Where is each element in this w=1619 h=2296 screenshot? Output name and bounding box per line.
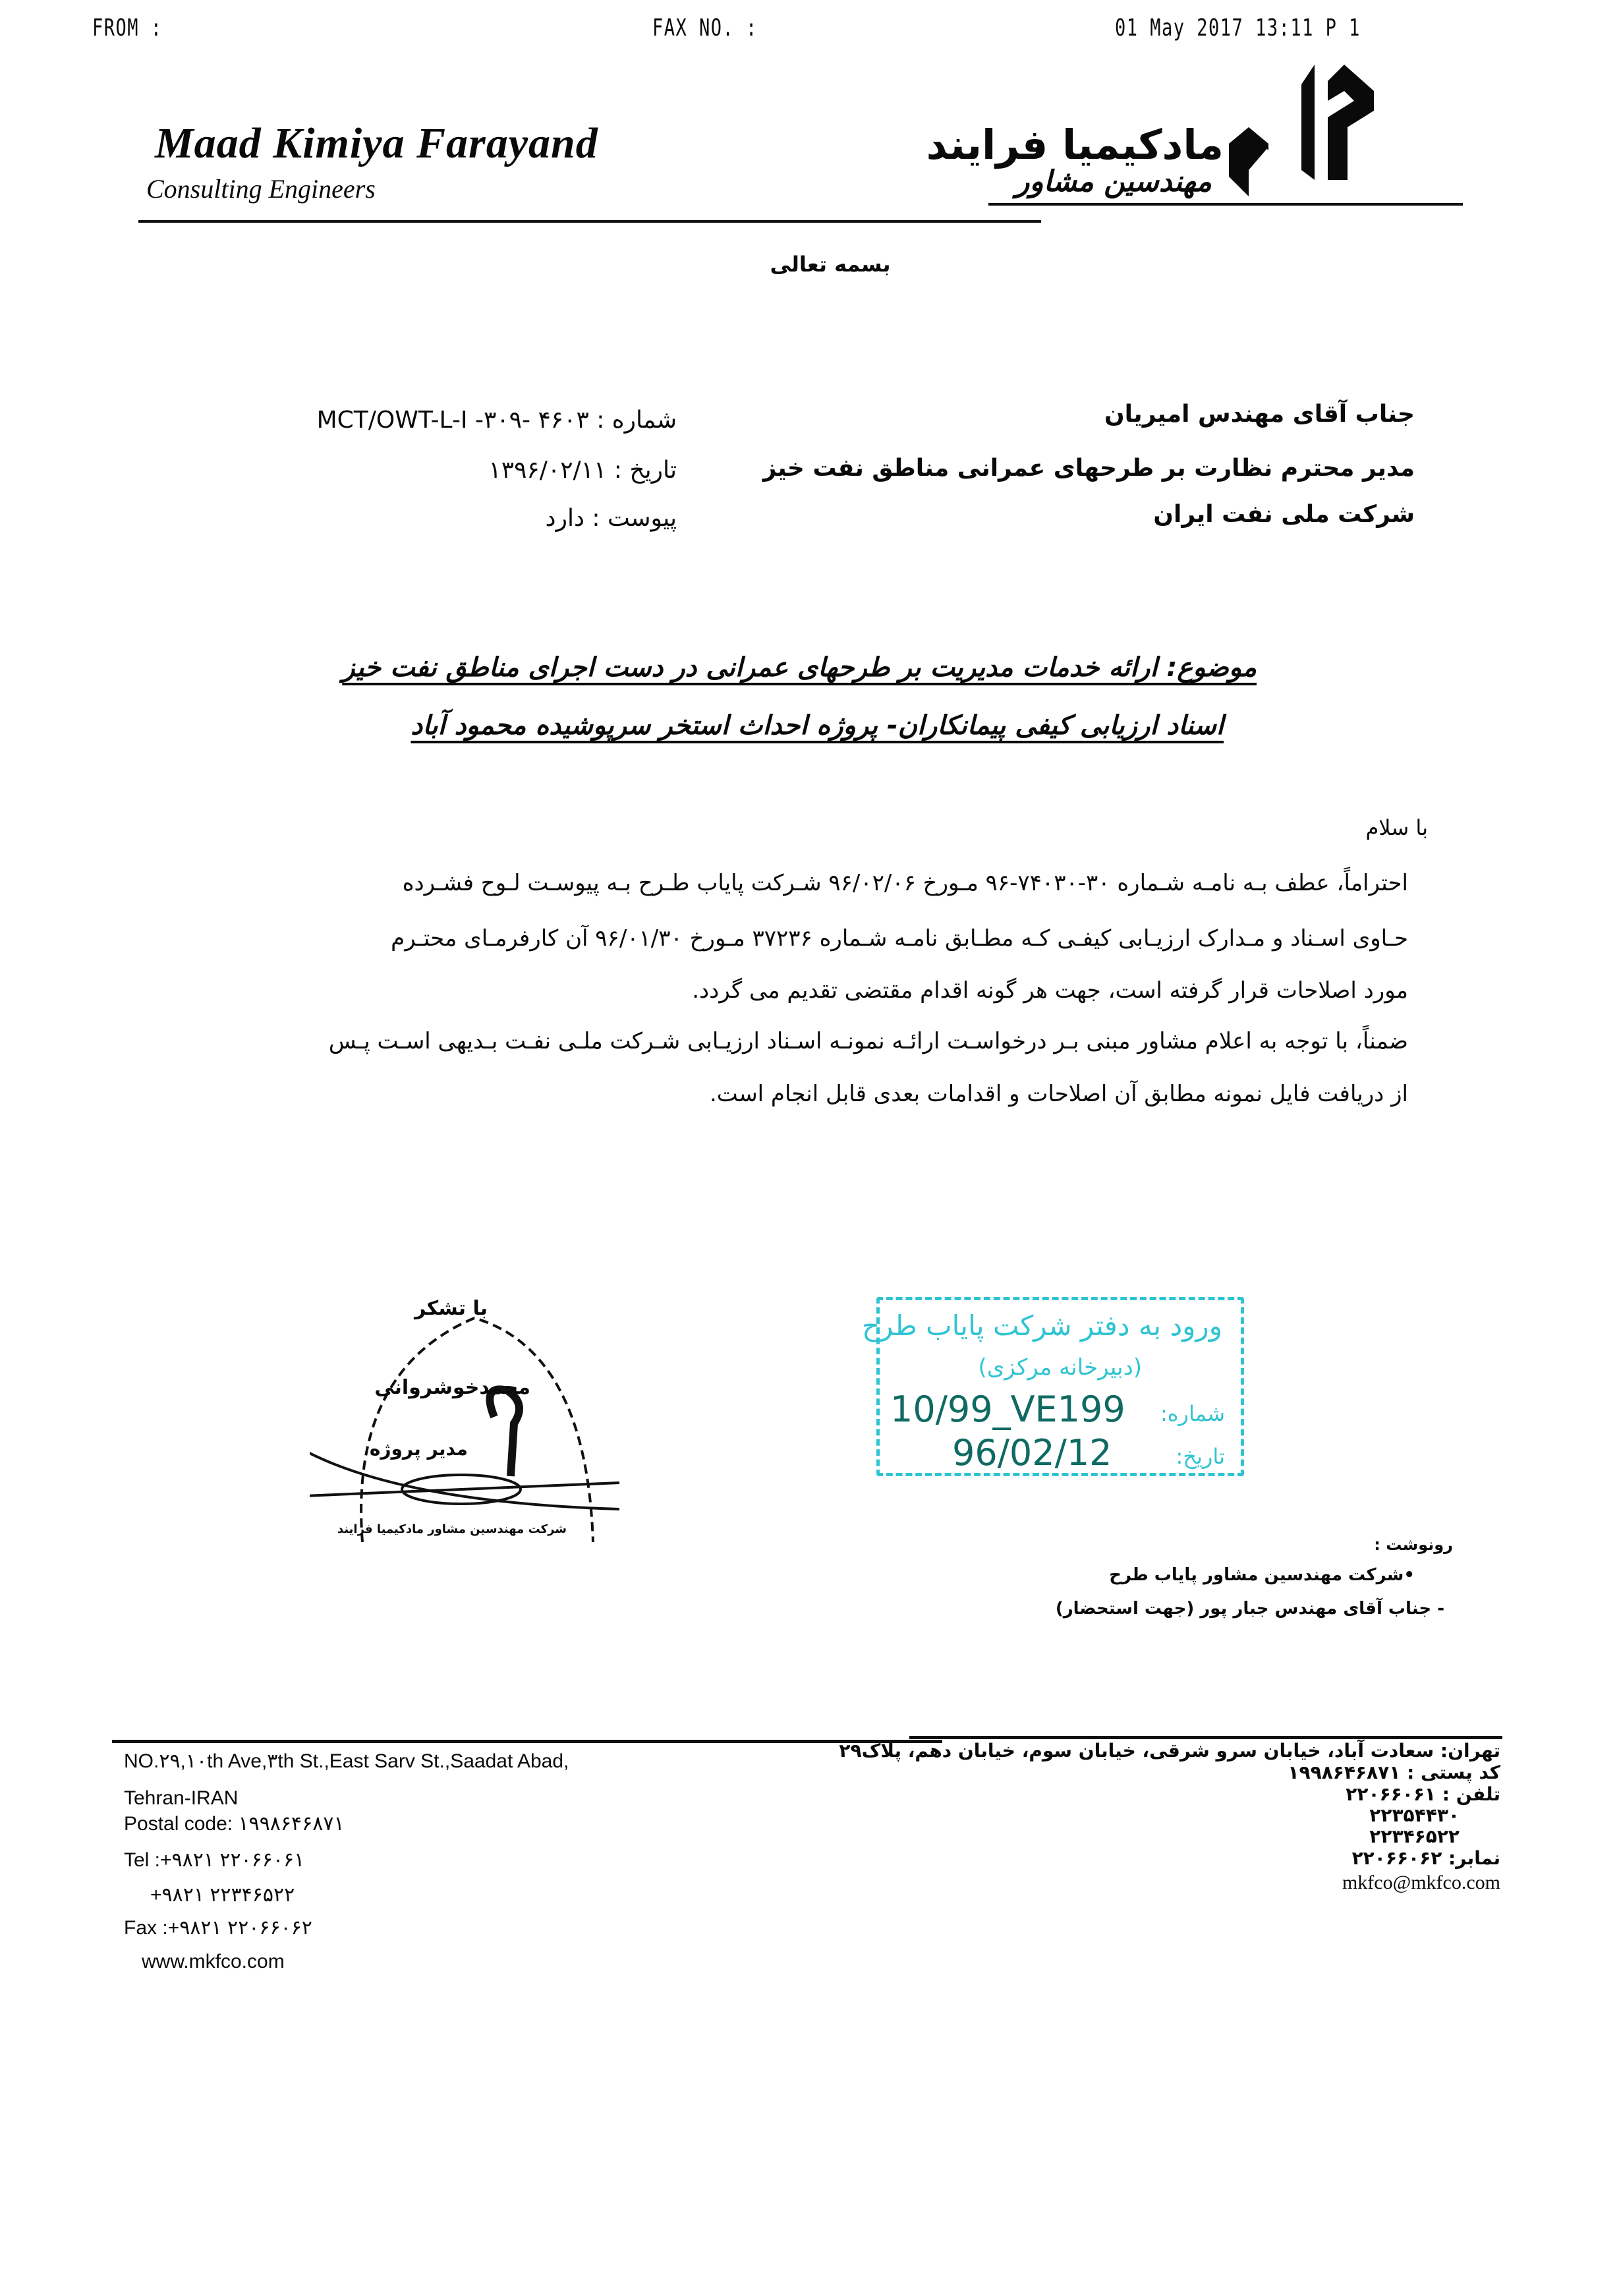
company-subtitle-en: Consulting Engineers (146, 174, 376, 204)
fax-number-label: FAX NO. : (652, 14, 758, 42)
letter-date: تاریخ : ۱۳۹۶/۰۲/۱۱ (488, 457, 677, 484)
footer-fax-fa: نمابر: ۲۲۰۶۶۰۶۲ (1351, 1847, 1500, 1869)
footer-fax-en: Fax :+۹۸۲۱ ۲۲۰۶۶۰۶۲ (124, 1917, 312, 1939)
header-rule-right (988, 203, 1463, 206)
seal-arc (361, 1318, 593, 1542)
stamp-number-value: 10/99_VE199 (890, 1389, 1125, 1430)
basmala: بسمه تعالی (770, 252, 891, 277)
signature-stroke (310, 1483, 619, 1496)
greeting: با سلام (1365, 815, 1428, 840)
stamp-date-label: تاریخ: (1176, 1444, 1225, 1469)
receipt-stamp (862, 1297, 1244, 1476)
footer-email-link[interactable]: mkfco@mkfco.com (1342, 1872, 1500, 1893)
body-line: حـاوی اسـناد و مـدارک ارزیـابی کیفـی کـه مطـابق نامـه شـماره ۳۷۲۳۶ مـورخ ۹۶/۰۱/۳۰ آن کارفرمـای محتـرم (391, 925, 1408, 952)
company-logo-icon (1222, 65, 1473, 196)
footer-tel3-fa: ۲۲۳۴۶۵۲۲ (1369, 1825, 1460, 1847)
footer-city-en: Tehran-IRAN (124, 1787, 239, 1809)
letter-attachment: پیوست : دارد (545, 505, 677, 532)
stamp-date-value: 96/02/12 (952, 1432, 1112, 1474)
cc-item: •شرکت مهندسین مشاور پایاب طرح (1109, 1565, 1415, 1585)
footer-address-en: NO.۲۹,۱۰th Ave,۳th St.,East Sarv St.,Saadat Abad, (124, 1750, 569, 1772)
footer-tel2-en: +۹۸۲۱ ۲۲۳۴۶۵۲۲ (150, 1884, 295, 1906)
subject-line-2: اسناد ارزیابی کیفی پیمانکاران- پروژه احداث استخر سرپوشیده محمود آباد (411, 710, 1224, 741)
signatory-name: محمدخوشروانی (374, 1376, 530, 1399)
logo-mark-right (1328, 65, 1374, 180)
cc-item: - جناب آقای مهندس جبار پور (جهت استحضار) (1055, 1599, 1444, 1619)
header-rule-left (138, 220, 1041, 223)
footer-postal-fa: کد پستی : ۱۹۹۸۶۴۶۸۷۱ (1288, 1762, 1500, 1783)
body-line: از دریافت فایل نمونه مطابق آن اصلاحات و اقدامات بعدی قابل انجام است. (710, 1081, 1408, 1107)
footer-postal-en: Postal code: ۱۹۹۸۶۴۶۸۷۱ (124, 1813, 345, 1835)
seal-text-fa: شرکت مهندسین مشاور مادکیمیا فرایند (337, 1522, 567, 1536)
body-line: احتراماً، عطف بـه نامـه شـماره ۳۰-۷۴۰۳۰-۹۶ مـورخ ۹۶/۰۲/۰۶ شـرکت پایاب طـرح بـه پیوسـت لـوح فشـرده (402, 870, 1408, 896)
cc-label: رونوشت : (1374, 1535, 1453, 1554)
stamp-title: ورود به دفتر شرکت پایاب طرح (862, 1309, 1222, 1342)
logo-mark-bar (1301, 65, 1315, 180)
company-seal-icon (310, 1292, 619, 1555)
footer-address-fa: تهران: سعادت آباد، خیابان سرو شرقی، خیابان سوم، خیابان دهم، پلاک۲۹ (839, 1740, 1500, 1762)
company-name-en: Maad Kimiya Farayand (155, 119, 598, 167)
body-line: ضمناً، با توجه به اعلام مشاور مبنی بـر درخواسـت ارائـه نمونـه اسـناد ارزیـابی شـرکت ملـی نفـت بـدیهی اسـت پـس (328, 1028, 1408, 1054)
subject-line-1: موضوع: ارائه خدمات مدیریت بر طرحهای عمرانی در دست اجرای مناطق نفت خیز (342, 652, 1257, 683)
footer-tel-fa: تلفن : ۲۲۰۶۶۰۶۱ (1346, 1783, 1500, 1805)
footer-rule-left (112, 1740, 942, 1743)
stamp-subtitle: (دبیرخانه مرکزی) (978, 1354, 1142, 1381)
recipient-organization: شرکت ملی نفت ایران (1153, 501, 1415, 528)
stamp-number-label: شماره: (1160, 1401, 1225, 1426)
recipient-name: جناب آقای مهندس امیریان (1104, 401, 1415, 428)
letter-number: شماره : ۴۶۰۳ -MCT/OWT-L-I -۳۰۹ (316, 407, 677, 434)
fax-from-label: FROM : (92, 14, 163, 42)
signature-block (310, 1292, 619, 1555)
signature-flourish (490, 1389, 519, 1476)
footer-tel-en: Tel :+۹۸۲۱ ۲۲۰۶۶۰۶۱ (124, 1849, 305, 1871)
body-line: مورد اصلاحات قرار گرفته است، جهت هر گونه اقدام مقتضی تقدیم می گردد. (692, 977, 1408, 1004)
signature-thanks: با تشکر (414, 1297, 488, 1320)
company-name-fa: مادکیمیا فرایند (926, 121, 1224, 169)
footer-tel2-fa: ۲۲۳۵۴۴۳۰ (1369, 1804, 1460, 1826)
footer-website-link[interactable]: www.mkfco.com (142, 1951, 285, 1972)
recipient-title: مدیر محترم نظارت بر طرحهای عمرانی مناطق نفت خیز (762, 455, 1415, 482)
fax-datetime: 01 May 2017 13:11 P 1 (1115, 14, 1361, 42)
footer-rule-right (909, 1736, 1502, 1739)
signatory-title: مدیر پروژه (369, 1438, 468, 1460)
company-subtitle-fa: مهندسین مشاور (1015, 165, 1212, 198)
